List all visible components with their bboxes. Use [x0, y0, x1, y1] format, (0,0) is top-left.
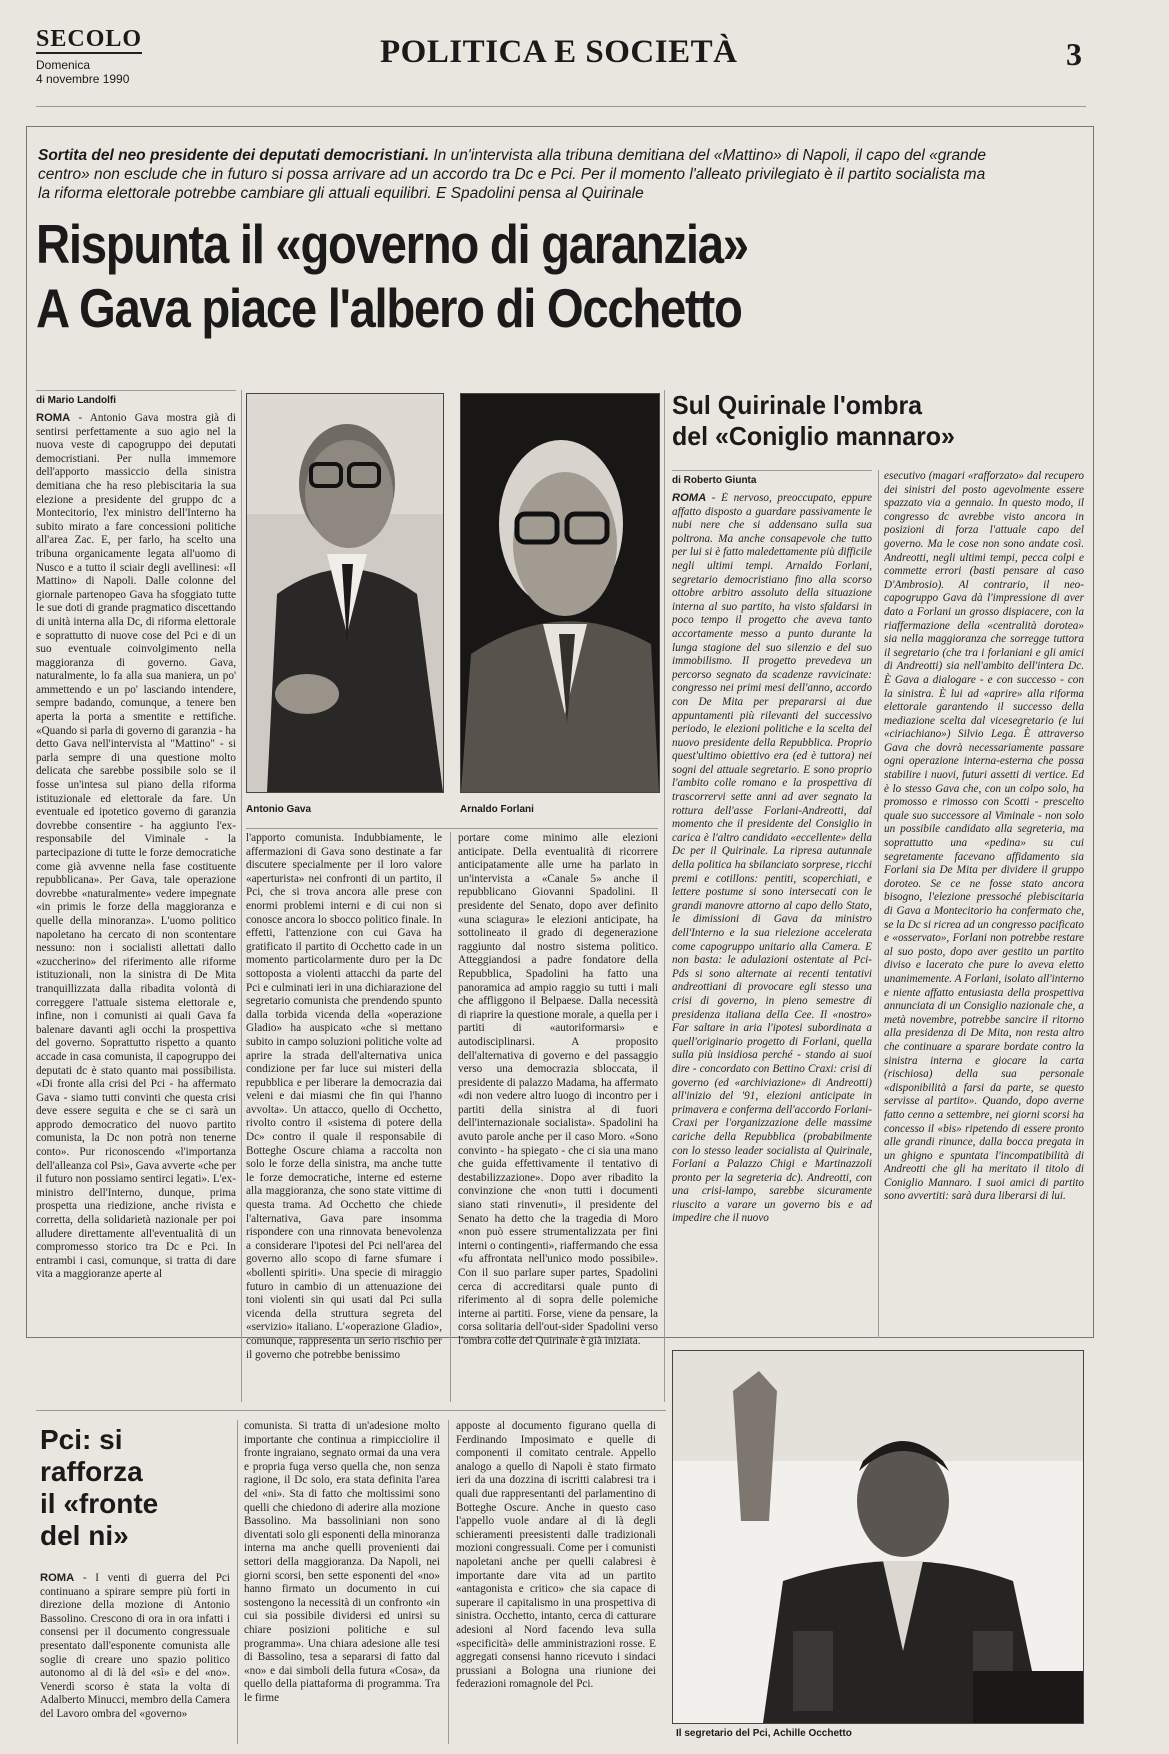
side-headline-line-2: del «Coniglio mannaro»	[672, 421, 955, 451]
section-title: POLITICA E SOCIETÀ	[380, 34, 738, 70]
box-col-1-text: - I venti di guerra del Pci continuano a spirare sempre più forti in direzione della mozione di Antonio Bassolino. Crescono di ora in ora infatti i consensi per il documento congressuale presentato dall'esponente comunista alle soglie di creare uno spazio politico autonomo al di là del «sì» e del «no». Venerdì scorso è stata la volta di Adalberto Minucci, membro della Camera del Lavoro ombra del «governo»	[40, 1572, 230, 1720]
dateline: ROMA	[36, 412, 71, 424]
main-article-col-3: portare come minimo alle elezioni anticipate. Della eventualità di ricorrere anticipatamente alle urne ha parlato in un'intervista a «Canale 5» anche il repubblicano Giovanni Spadolini. Il presidente del Senato, dopo aver definito «una sciagura» le elezioni anticipate, ha sottolineato il grado di degenerazione raggiunto dal nostro sistema politico. Atteggiandosi a padre fondatore della Repubblica, Spadolini ha fatto una panoramica ad ampio raggio su tutti i mali che affliggono il Belpaese. Dalla necessità di riaprire la questione morale, a quella per i partiti di «autoriformarsi» e autodisciplinarsi. A proposito dell'alternativa di governo e del passaggio verso una democrazia sbloccata, il presidente di palazzo Madama, ha affermato «di non vedere altro luogo di incontro per i partiti della sinistra al di fuori dell'internazionale socialista». Spadolini ha avuto parole anche per il caso Moro. «Sono convinto - ha spiegato - che ci sia una mano che guida effettivamente il tentativo di destabilizzazione». Dopo aver ribadito la convinzione che «non tutti i documenti siano stati rinvenuti», il presidente del Senato ha detto che la tragedia di Moro «non può essere strumentalizzata per fini interni o contingenti», riaffermando che essa «fu affrontata nell'unico modo possibile». Con il suo parlare super partes, Spadolini cerca di accreditarsi quale punto di riferimento al di sopra delle polemiche interne ai partiti. Forse, viene da pensare, la corsa solitaria dell'out-sider Spadolini verso l'ombra colle del Quirinale è già iniziata.	[458, 832, 658, 1347]
side-dateline: ROMA	[672, 492, 707, 504]
side-byline-rule	[672, 470, 872, 471]
side-col-1-text: - È nervoso, preoccupato, eppure affatto disposto a guardare passivamente le nubi nere che si addensano sulla sua poltrona. Ma anche consapevole che tutto per lui si è fatto maledettamente più difficile negli ultimi tempi. Arnaldo Forlani, segretario democristiano fino alla scorso ottobre arbitro assoluto della situazione interna al suo partito, ha visto sfaldarsi in poco tempo il progetto che aveva tanto accortamente messo a punto durante la lunga stagione del suo silenzio e del suo immobilismo. Il progetto prevedeva un percorso segnato da scadenze ravvicinate: congresso nei primi mesi dell'anno, accordo con De Mita per prepararsi ai due appuntamenti più rilevanti del successivo periodo, le elezioni politiche e la scelta del nuovo presidente della Repubblica. Proprio quest'ultimo obiettivo era (ed è tuttora) nei sogni del attuale segretario. E sono proprio l'ambito colle romano e la prospettiva di trascorrervi sette anni ad aver segnato la rottura dell'asse Forlani-Andreotti, dal momento che il presidente del Consiglio in carica è l'altro candidato «eccellente» della Dc per il Quirinale. La ripresa autunnale della politica ha sbilanciato sorprese, ricchi premi e cotillons: pentiti, scoperchiati, e lettere postume si sono intersecati con le grandi manovre attorno al capo dello Stato, le dimissioni di Gava da ministro dell'Interno e la sua rielezione accelerata come capogruppo unitario alla Camera. E non basta: le adulazioni ostentate al Pci-Pds si sono alternate ai recenti tentativi andreottiani di provocare egli stesso una crisi di governo, in pieno semestre di presidenza italiana della Cee. Il «nostro» Far saltare in aria l'ipotesi subordinata a quell'originario progetto di Forlani, quella sulla più insidiosa perché - stando ai suoi dire - concordato con Bettino Craxi: crisi di governo (ed «archiviazione» di Andreotti) all'inizio del '91, elezioni anticipate in primavera e conferma dell'accordo Forlani-Craxi per l'organizzazione delle massime cariche della Repubblica (probabilmente con lo stesso leader socialista al Quirinale, Forlani a Palazzo Chigi e Martinazzoli pronto per la segreteria dc). Andreotti, con una crisi-lampo, sarebbe sicuramente riuscito a varare un governo bis e ad impedire che il nuovo	[672, 492, 872, 1225]
box-article-col-2: comunista. Si tratta di un'adesione molto importante che continua a rimpicciolire il fronte ingraiano, segnato ormai da una vera e propria fuga verso quella che, non senza ragione, il Dc solo, era stata definita l'area del «ni». Sta di fatto che moltissimi sono quelli che chiedono di aderire alla mozione Bassolino. Ma bassoliniani non sono diventati solo gli esponenti della minoranza interna ma anche quelli provenienti dai settori della maggioranza. Da Napoli, nei giorni scorsi, ben sette esponenti del «no» hanno firmato un documento in cui sostengono la necessità di un confronto «in cui sia possibile dividersi ed unirsi su chiare posizioni politiche e sul programma». Una chiara adesione alle tesi di Bassolino, tesa a separarsi di fatto dal «no» e dai simboli della futura «Cosa», da quello della piattaforma di programma. Tra le firme	[244, 1420, 440, 1704]
column-rule	[241, 390, 242, 1402]
main-byline: di Mario Landolfi	[36, 395, 116, 406]
main-article-col-2: l'apporto comunista. Indubbiamente, le affermazioni di Gava sono destinate a far discutere specialmente per il loro valore «aperturista» nei confronti di un partito, il Pci, che si trova ancora alle prese con enormi problemi interni e di cui non si conosce ancora lo sbocco politico finale. In effetti, l'attenzione con cui Gava ha gratificato il partito di Occhetto cade in un momento particolarmente duro per la Dc sottoposta a violenti attacchi da parte del Pci e culminati ieri in una dichiarazione del segretario comunista che prendendo spunto dalla torbida vicenda della «operazione Gladio» ha auspicato «che si mettano subito in campo soluzioni politiche volte ad aprire la strada dell'alternativa unica condizione per far luce sui misteri della repubblica e per liberare la democrazia dai veleni e dai miasmi che fin qui l'hanno avvolta». Un attacco, quello di Occhetto, rivolto contro il «sistema di potere della Dc» contro il quale il responsabile di Botteghe Oscure chiama a raccolta non solo le forze della sinistra, ma anche tutte le forze democratiche, interne ed esterne alla maggioranza, che sono state vittime di questa trama. Ad Occhetto che chiede l'alternativa, Gava pare insomma rispondere con una rinnovata benevolenza a considerare l'ipotesi del Pci nell'area del governo allo scopo di farne sfumare i «bollenti spiriti». Una specie di miraggio futuro in cambio di un attenuazione dei toni violenti sin qui usati dal Pci sulla vicenda della struttura segreta del «servizio» italiano. L'«operazione Gladio», comunque, rappresenta un serio rischio per il governo che potrebbe benissimo	[246, 832, 442, 1361]
box-article-col-1	[40, 1572, 230, 1744]
box-headline-line-3: il «fronte	[40, 1488, 159, 1519]
side-article-col-2: esecutivo (magari «rafforzato» dal recupero dei sinistri del posto agevolmente essere spazzato via a gennaio. In questo modo, il congresso dc avrebbe visto ancora in posizioni di forza l'attuale capo del governo. Ma le cose non sono andate così. Andreotti, negli ultimi tempi, pecca colpi e commette errori (basti pensare al caso D'Ambrosio). Al contrario, il neo-capogruppo Gava dà l'impressione di aver dato a Forlani un grosso dispiacere, con la riaffermazione della «centralità dorotea» sia nella maggioranza che sorregge tuttora il segretario (che tra i forlaniani e gli amici di Andreotti) sia nell'ambito dell'intera Dc. È Gava a dialogare - e con successo - con la sinistra. È lui ad «aprire» alla riforma elettorale garantendo il successo della mediazione scelta dal vicesegretario (e lui «ciriachiano») Silvio Lega. È attraverso Gava che dovrà necessariamente passare ogni operazione interna-esterna che possa stabilire i nuovi, futuri assetti di vertice. Ed è lo stesso Gava che, con un colpo solo, ha promosso e rimosso con Scotti - prescelto quale suo successore al Viminale - non solo un possibile candidato alla segreteria, ma soprattutto una «pedina» su cui segretamente facevano affidamento sia Forlani sia De Mita per dividere il gruppo doroteo. Se ce ne fosse stato ancora bisogno, l'elezione pressoché plebiscitaria di Gava a Montecitorio ha confermato che, se la Dc si ricrea ad un congresso pacificato e «osservato», Forlani non potrebbe restare al suo posto, dopo aver gestito un partito diviso e lacerato che pure lo aveva eletto unanimemente. A Forlani, isolato all'interno e niente affatto entusiasta della prospettiva annunciata di un Consiglio nazionale che, a metà novembre, potrebbe sancire il ritorno alla presidenza di De Mita, non resta altro che continuare a sparare bordate contro la sinistra interna e giocare la carta (rischiosa) della sua personale «disponibilità a farsi da parte, se questo servisse al partito». Quando, dopo averne fatto cenno a settembre, nei giorni scorsi ha concesso il «bis» ripetendo di essere pronto alle grandi rinunce, dalla bocca pregata in un ghigno e spuntata l'incompatibilità di Andreotti che gli ha meritato il titolo di Coniglio Mannaro. I suoi amici di partito sono avvertiti: sarà dura liberarsi di lui.	[884, 470, 1084, 1203]
column-rule	[878, 470, 879, 1338]
page-number: 3	[1066, 36, 1082, 72]
photo-achille-occhetto	[672, 1350, 1084, 1724]
box-article-col-3: apposte al documento figurano quella di Ferdinando Imposimato e quelle di componenti il comitato centrale. Appello analogo a quello di Napoli è stato firmato ieri da una dozzina di iscritti calabresi tra i quali due rappresentanti del parlamentino di Botteghe Oscure. Anche in questo caso l'appello vuole andare al di là degli schieramenti preesistenti dalle tradizionali mozioni congressuali. Come per i comunisti napoletani anche per quelli calabresi è importante dare vita ad un partito «antagonista e critico» che sia capace di superare il capitalismo in una prospettiva di sinistra. Occhetto, intanto, cerca di catturare adesioni al Nord facendo leva sulla «specificità» delle amministrazioni rosse. E aggregati consensi hanno ricevuto i sindaci prussiani a Bologna una riunione dei federazioni romagnole del Pci.	[456, 1420, 656, 1691]
photo-bottom-rule	[246, 828, 658, 829]
article-headline	[36, 212, 748, 340]
masthead-date	[36, 58, 129, 86]
main-article-col-1	[36, 412, 236, 1402]
side-headline-line-1: Sul Quirinale l'ombra	[672, 390, 923, 420]
side-article-col-1	[672, 492, 872, 1338]
headline-line-1: Rispunta il «governo di garanzia»	[36, 213, 748, 275]
portrait-gava-graphic	[247, 394, 443, 792]
column-rule	[237, 1420, 238, 1744]
portrait-occhetto-graphic	[673, 1351, 1083, 1723]
photo-antonio-gava	[246, 393, 444, 793]
col-1-text: - Antonio Gava mostra già di sentirsi perfettamente a suo agio nel la nuova veste di capogruppo dei deputati democristiani. Per nulla immemore dell'apporto massiccio della sinistra demitiana che ha reso plebiscitaria la sua elezione a presidente del gruppo dc a Montecitorio, l'ex ministro dell'Interno ha subito mirato a fare concessioni politiche all'area Zac. E, per farlo, ha scelto una tribuna organicamente legata all'uomo di Nusco e a tutto il sciair degli avellinesi: «Il Mattino» di Napoli. Dalle colonne del giornale partenopeo Gava ha sfoggiato tutte le sue doti di grande pragmatico discettando di unità interna alla Dc, di riforma elettorale e soprattutto di nuove cose del Pci e di un suo eventuale coinvolgimento nella maggioranza di governo. Gava, naturalmente, lo fa alla sua maniera, un po' ammettendo e un po' lasciando intendere, sempre badando, comunque, a tenere ben aperta la porta a smentite e rettifiche. «Quando si parla di governo di garanzia - ha detto Gava nell'intervista al "Mattino" - si parla sempre di una questione molto delicata che sarebbe possibile solo se il fosse un'intesa sul piano della riforma istituzionale ed elettorale da fare. Un eventuale ed ipotetico governo di garanzia dovrebbe consentire - ha aggiunto l'ex-responsabile del Viminale - la partecipazione di tutte le forze democratiche come già avvenne nella fase costituente repubblicana». Per Gava, tale operazione dovrebbe «naturalmente» vedere impegnate «in primis le forze della maggioranza e quelle della minoranza». L'uomo politico napoletano ha cercato di non scontentare nessuno: non i socialisti allettati dallo «zuccherino» del riferimento alle riforme istituzionali, non la sinistra di De Mita tranquillizzata dalla ribadita volontà di correggere l'attuale sistema elettorale e, infine, non i comunisti ai quali Gava fa balenare davanti agli occhi la prospettiva del governo. Soprattutto rispetto a quanto accade in casa comunista, il capogruppo dei deputati dc è stato quanto mai possibilista. «Di fronte alla crisi del Pci - ha affermato Gava - siamo tutti convinti che questa crisi deve essere seguita e che se ci sarà un approdo democratico del nuovo partito comunista, la Dc non potrà non tenerne conto». Pur riconoscendo «l'importanza dell'alleanza col Psi», Gava avverte «che per il futuro non possiamo sentirci legati». L'ex-ministro dell'Interno, dunque, prima prospetta una riedizione, anche rivista e corretta, della solidarietà nazionale per poi alludere direttamente all'eventualità di un compromesso storico tra Dc e Pci. In entrambi i casi, comunque, si tratta di dare vita a maggioranze aperte al	[36, 412, 236, 1281]
article-subhead	[38, 146, 998, 203]
box-headline	[40, 1424, 158, 1552]
column-rule	[664, 390, 665, 1402]
caption-forlani: Arnaldo Forlani	[460, 804, 534, 815]
caption-gava: Antonio Gava	[246, 804, 312, 815]
masthead-day: Domenica	[36, 58, 91, 72]
masthead-divider	[36, 106, 1086, 107]
column-rule	[450, 832, 451, 1402]
masthead-full-date: 4 novembre 1990	[36, 72, 130, 86]
box-headline-line-2: rafforza	[40, 1456, 143, 1487]
photo-arnaldo-forlani	[460, 393, 660, 793]
subhead-text: In un'intervista alla tribuna demitiana del «Mattino» di Napoli, il capo del «grande centro» non esclude che in futuro si possa arrivare ad un accordo tra Dc e Pci. Per il momento l'alleato privilegiato è il partito socialista ma la riforma elettorale potrebbe cambiare gli attuali equilibri. E Spadolini pensa al Quirinale	[38, 147, 987, 202]
subhead-lead: Sortita del neo presidente dei deputati democristiani.	[38, 147, 430, 164]
box-headline-line-4: del ni»	[40, 1520, 129, 1551]
box-dateline: ROMA	[40, 1572, 75, 1584]
masthead-logo: SECOLO	[36, 26, 143, 52]
column-rule	[448, 1420, 449, 1744]
byline-rule	[36, 390, 236, 391]
headline-line-2: A Gava piace l'albero di Occhetto	[36, 277, 742, 339]
side-article-headline	[672, 390, 955, 452]
box-divider	[36, 1410, 666, 1411]
box-headline-line-1: Pci: si	[40, 1424, 123, 1455]
side-byline: di Roberto Giunta	[672, 475, 757, 486]
portrait-forlani-graphic	[461, 394, 659, 792]
caption-occhetto: Il segretario del Pci, Achille Occhetto	[676, 1728, 852, 1739]
